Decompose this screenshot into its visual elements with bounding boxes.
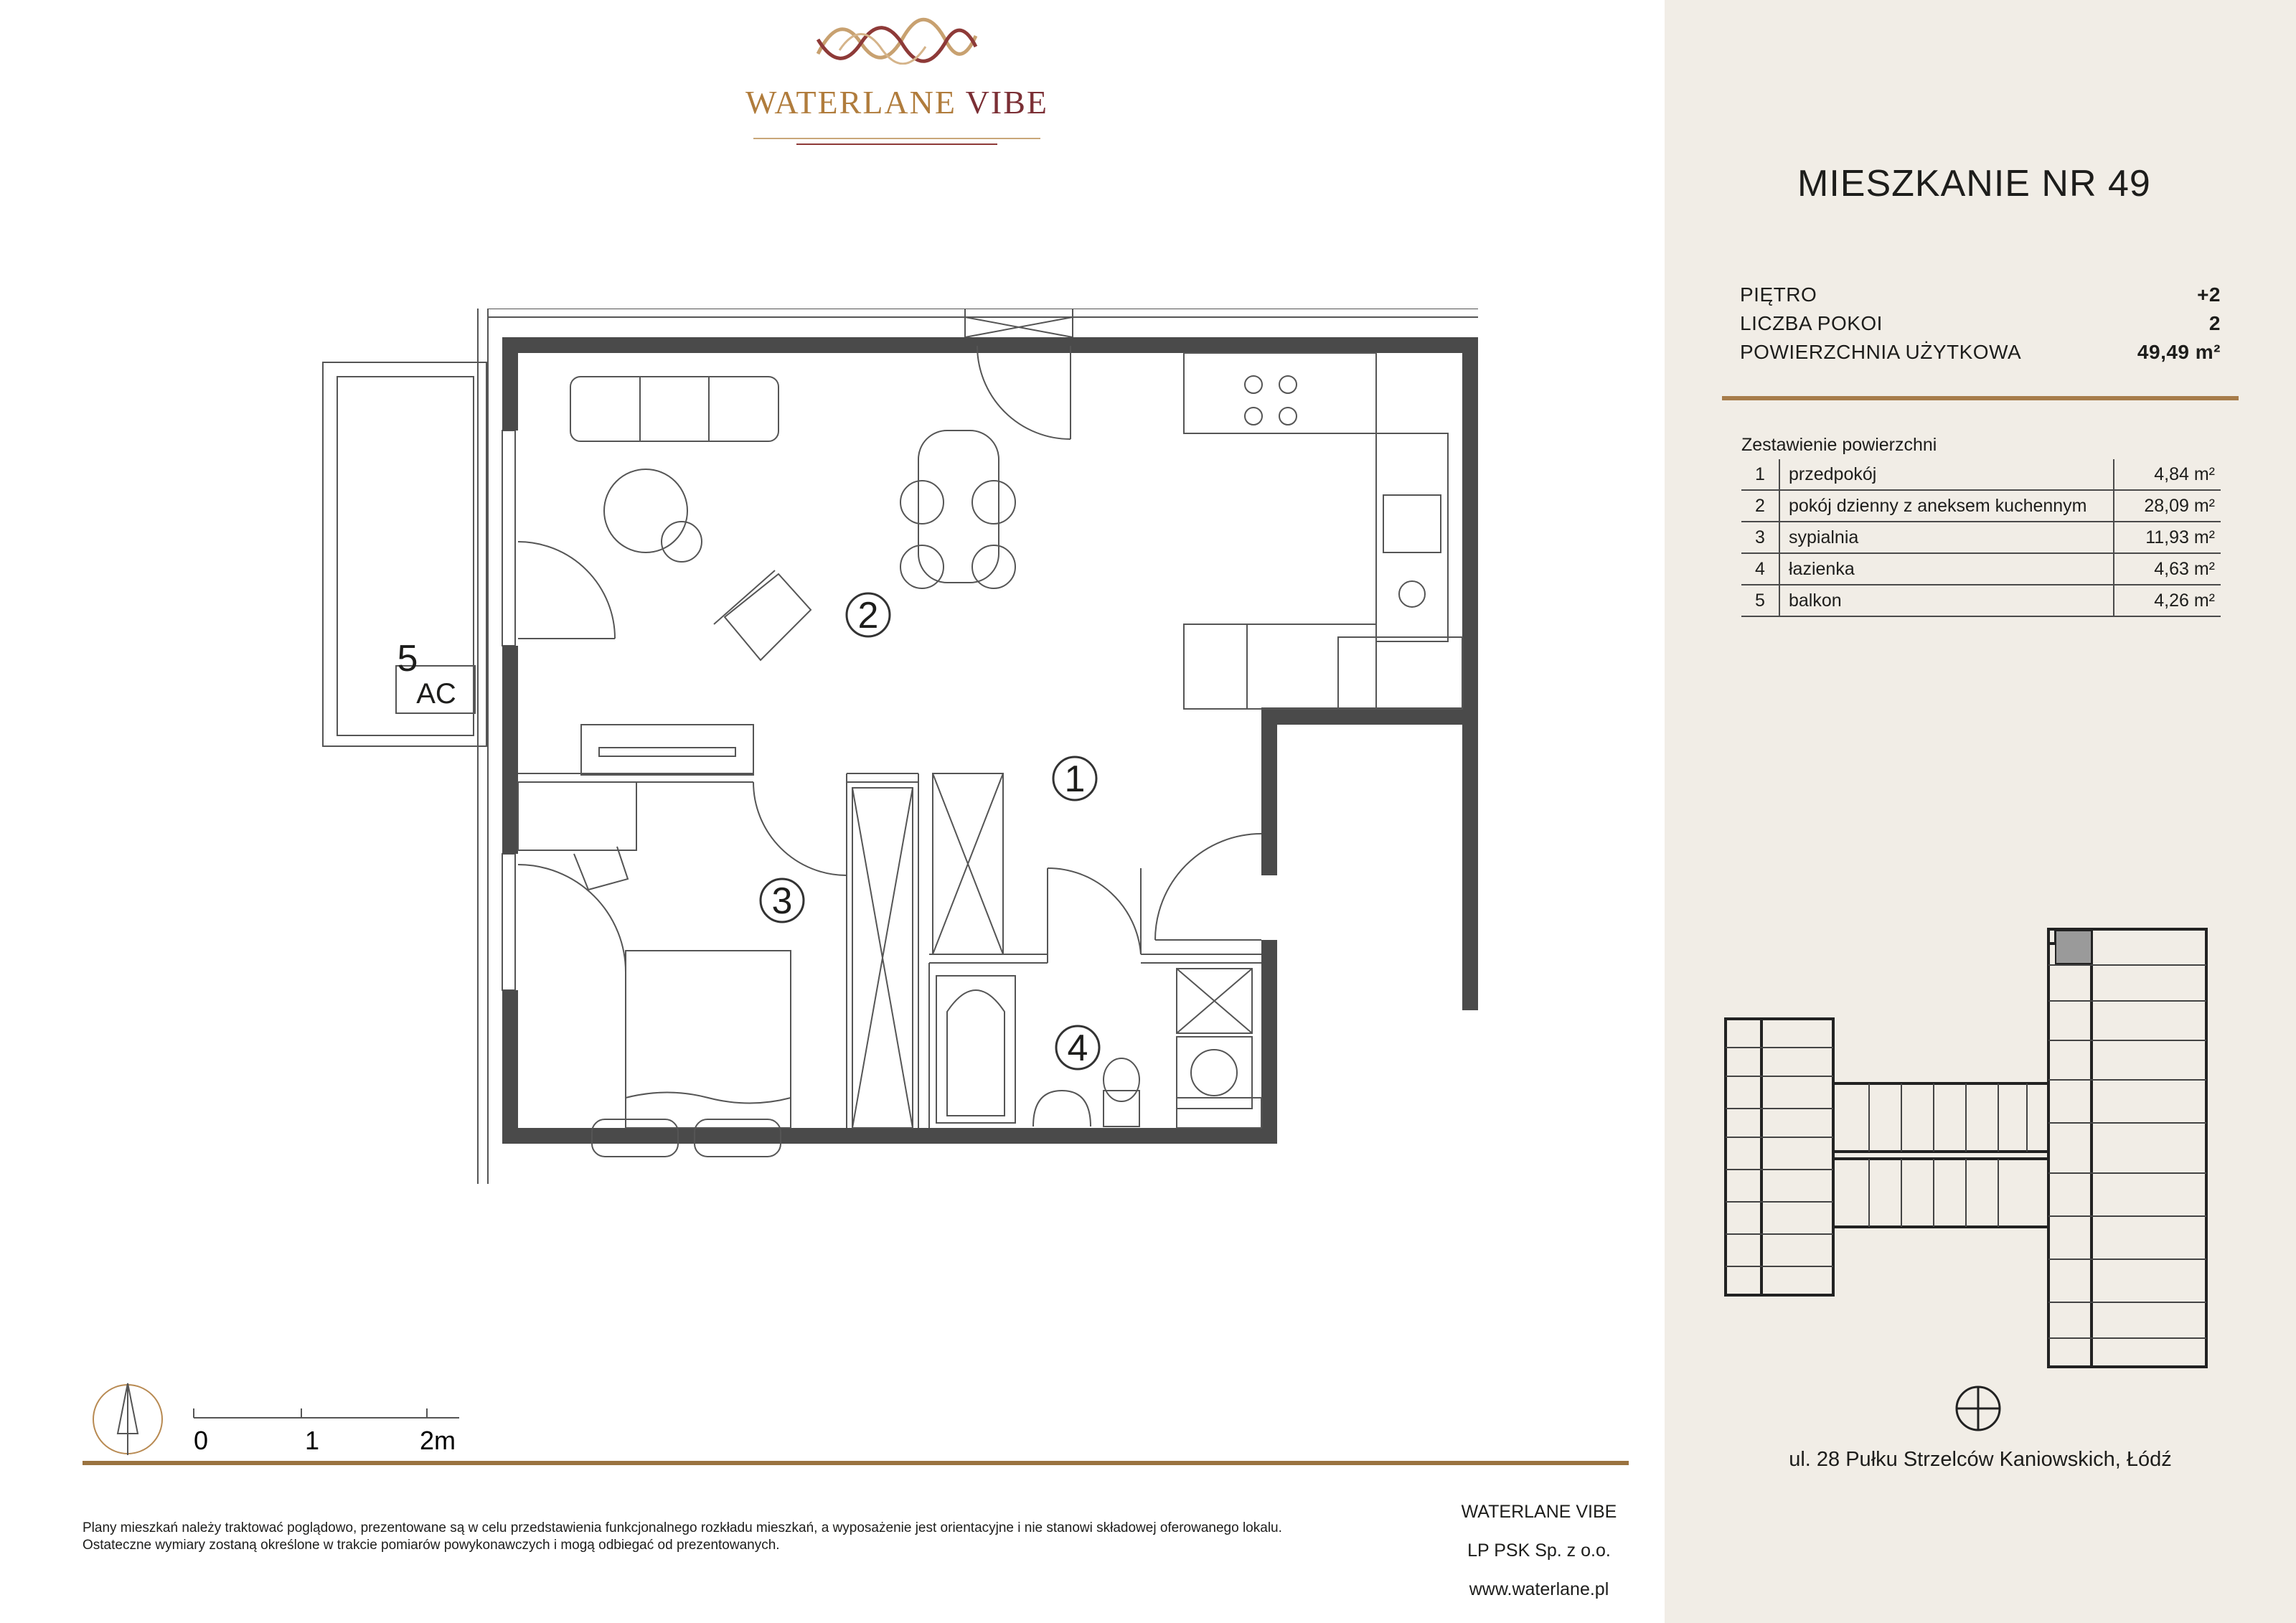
brand-logo — [739, 14, 1055, 151]
building-keyplan — [1718, 922, 2221, 1381]
company-name: WATERLANE VIBE — [1461, 1502, 1617, 1522]
brand-wordmark: WATERLANE VIBE — [745, 84, 1048, 121]
table-row: 4 łazienka 4,63 m² — [1741, 553, 2221, 585]
disclaimer: Plany mieszkań należy traktować poglądowo, prezentowane są w celu przedstawienia funkcjonalnego rozkładu mieszkań, a wyposażenie jest orientacyjne i nie stanowi składowej oferowanego lokalu. Ostateczne wymiary zostaną określone w trakcie pomiarów powykonawczych i mogą odbiegać od prezentowanych. — [83, 1520, 1282, 1553]
company-info — [1449, 1492, 1629, 1609]
room-label-2: 2 — [857, 595, 879, 636]
areas-caption: Zestawienie powierzchni — [1741, 435, 1937, 455]
highlighted-unit — [2056, 931, 2092, 964]
floor-plan — [301, 309, 1492, 1205]
compass-icon — [93, 1383, 162, 1455]
apartment-title: MIESZKANIE NR 49 — [1797, 163, 2151, 204]
svg-text:1: 1 — [304, 1426, 320, 1455]
room-label-4: 4 — [1067, 1027, 1088, 1069]
footer-divider — [83, 1461, 1629, 1465]
svg-text:0: 0 — [193, 1426, 209, 1455]
table-row: 3 sypialnia 11,93 m² — [1741, 522, 2221, 553]
wave-logo-icon — [811, 14, 983, 65]
room-label-3: 3 — [771, 880, 793, 922]
table-row: 2 pokój dzienny z aneksem kuchennym 28,09 m² — [1741, 490, 2221, 522]
company-firm: LP PSK Sp. z o.o. — [1467, 1540, 1611, 1561]
info-divider — [1722, 396, 2239, 400]
walls — [502, 337, 1478, 1144]
table-row: 5 balkon 4,26 m² — [1741, 585, 2221, 616]
svg-text:2m: 2m — [419, 1426, 456, 1455]
company-url[interactable]: www.waterlane.pl — [1469, 1579, 1609, 1599]
brand-underline — [753, 135, 1040, 149]
address: ul. 28 Pułku Strzelców Kaniowskich, Łódź — [1789, 1448, 2172, 1471]
scale-bar — [86, 1376, 488, 1462]
areas-table — [1741, 459, 2221, 617]
ac-label: AC — [416, 678, 456, 710]
compass-icon — [1953, 1383, 2003, 1434]
table-row: 1 przedpokój 4,84 m² — [1741, 459, 2221, 490]
room-label-5: 5 — [397, 638, 418, 679]
room-label-1: 1 — [1064, 758, 1086, 800]
